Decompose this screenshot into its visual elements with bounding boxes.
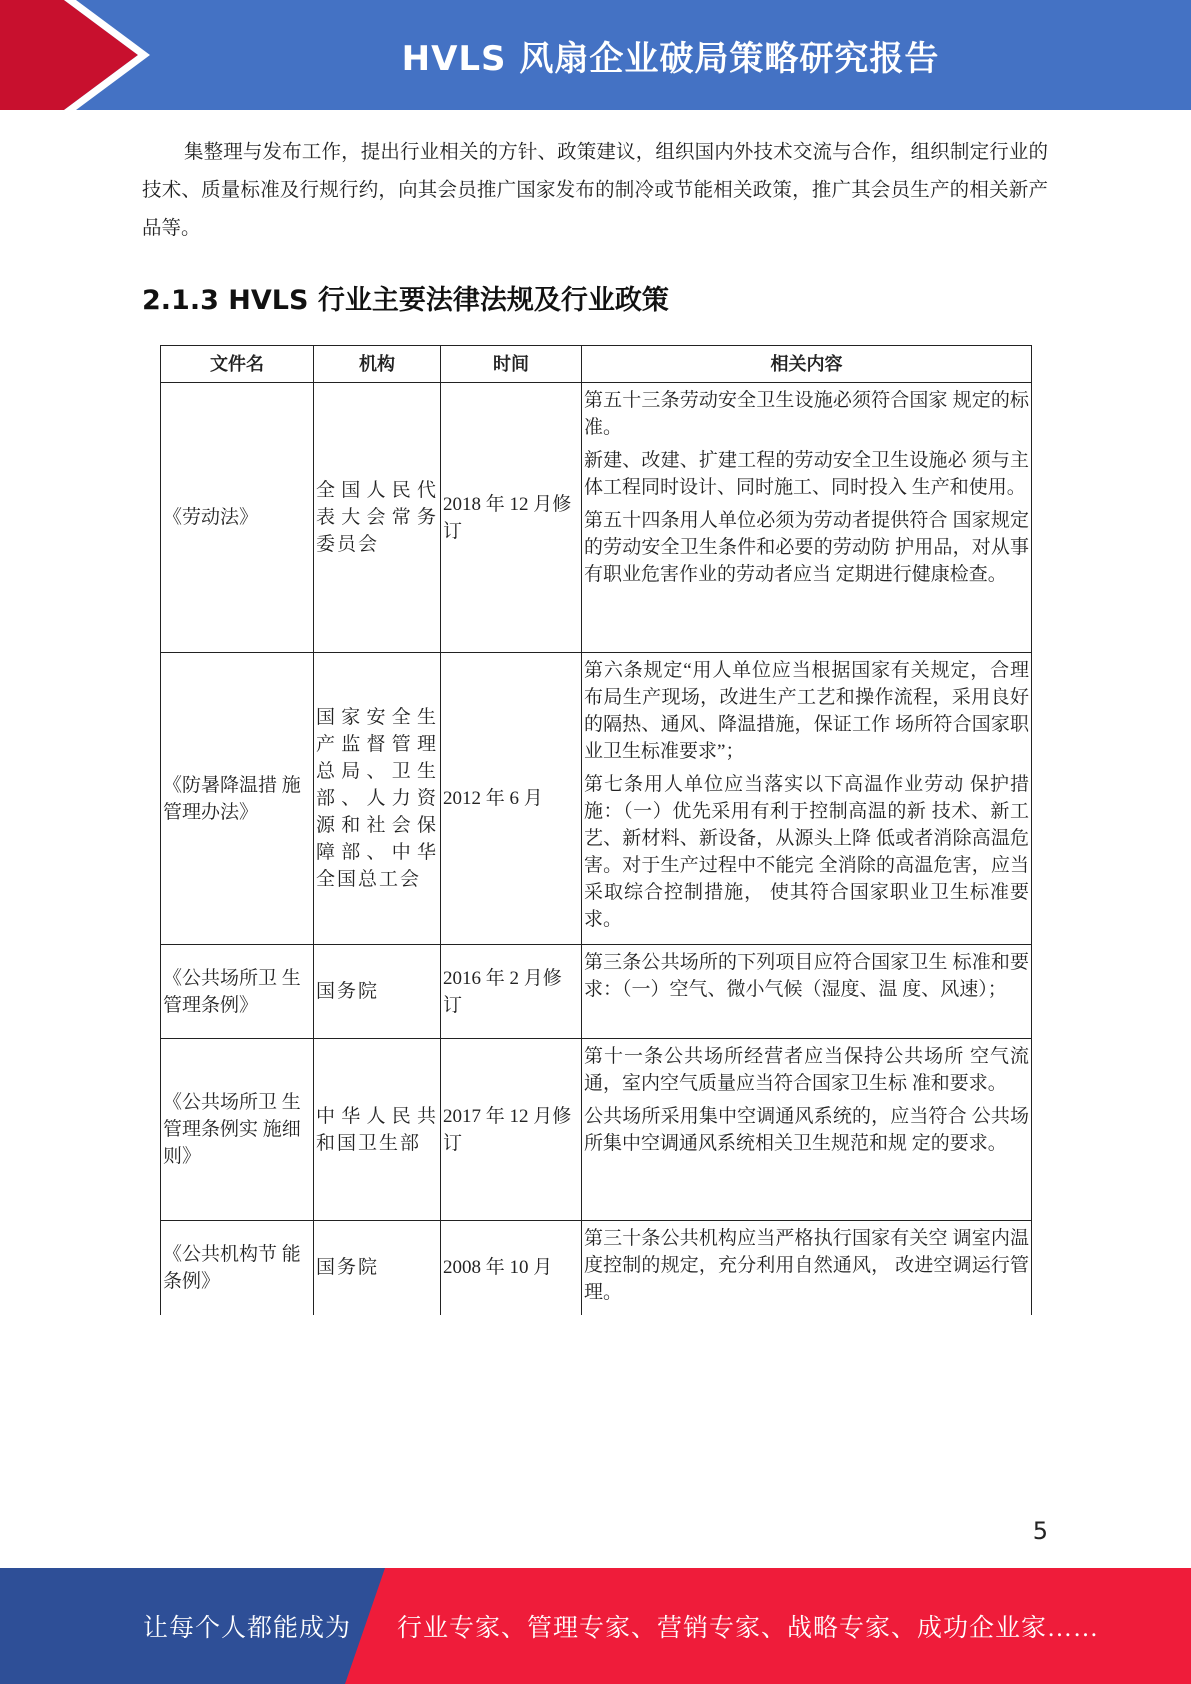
page-header bbox=[0, 0, 1191, 110]
law-time: 2008 年 10 月 bbox=[441, 1221, 582, 1315]
table-header-row bbox=[161, 346, 1032, 383]
content-paragraph: 新建、改建、扩建工程的劳动安全卫生设施必 须与主体工程同时设计、同时施工、同时投入 生产和使用。 bbox=[584, 450, 1029, 498]
header-content: 相关内容 bbox=[582, 346, 1032, 383]
header-org: 机构 bbox=[314, 346, 441, 383]
section-heading: 2.1.3 HVLS 行业主要法律法规及行业政策 bbox=[142, 285, 669, 316]
regulations-table bbox=[160, 345, 1032, 1315]
footer-slogan-left: 让每个人都能成为 bbox=[143, 1615, 352, 1642]
law-name: 《防暑降温措 施管理办法》 bbox=[161, 653, 314, 945]
table-row bbox=[161, 653, 1032, 945]
law-content bbox=[582, 945, 1032, 1039]
law-name: 《劳动法》 bbox=[161, 383, 314, 653]
law-content bbox=[582, 1221, 1032, 1315]
content-paragraph: 第三条公共场所的下列项目应符合国家卫生 标准和要求：（一）空气、微小气候（湿度、温 度、风速）； bbox=[584, 952, 1029, 1000]
content-paragraph: 第十一条公共场所经营者应当保持公共场所 空气流通，室内空气质量应当符合国家卫生标 准和要求。 bbox=[584, 1046, 1029, 1094]
law-org: 中华人民共和国卫生部 bbox=[314, 1039, 441, 1221]
content-paragraph: 第七条用人单位应当落实以下高温作业劳动 保护措施：（一）优先采用有利于控制高温的新 技术、新工艺、新材料、新设备，从源头上降 低或者消除高温危害。对于生产过程中不能完 全消除的高温危害，应当采取综合控制措施， 使其符合国家职业卫生标准要求。 bbox=[584, 774, 1029, 930]
law-name: 《公共机构节 能条例》 bbox=[161, 1221, 314, 1315]
law-org: 全国人民代表大会常务委员会 bbox=[314, 383, 441, 653]
law-time: 2018 年 12 月修订 bbox=[441, 383, 582, 653]
content-paragraph: 第五十四条用人单位必须为劳动者提供符合 国家规定的劳动安全卫生条件和必要的劳动防 护用品，对从事有职业危害作业的劳动者应当 定期进行健康检查。 bbox=[584, 510, 1029, 585]
content-paragraph: 第六条规定“用人单位应当根据国家有关规定，合理布局生产现场，改进生产工艺和操作流程，采用良好的隔热、通风、降温措施，保证工作 场所符合国家职业卫生标准要求”； bbox=[584, 660, 1029, 762]
chevron-decoration-icon bbox=[0, 0, 150, 110]
content-paragraph: 公共场所采用集中空调通风系统的，应当符合 公共场所集中空调通风系统相关卫生规范和规 定的要求。 bbox=[584, 1106, 1029, 1154]
law-org: 国务院 bbox=[314, 945, 441, 1039]
law-name: 《公共场所卫 生管理条例》 bbox=[161, 945, 314, 1039]
table-row bbox=[161, 1039, 1032, 1221]
page-footer bbox=[0, 1568, 1191, 1684]
law-content bbox=[582, 1039, 1032, 1221]
header-time: 时间 bbox=[441, 346, 582, 383]
law-org: 国家安全生产监督管理总局、卫生部、人力资源和社会保障部、中华全国总工会 bbox=[314, 653, 441, 945]
intro-paragraph: 集整理与发布工作，提出行业相关的方针、政策建议，组织国内外技术交流与合作，组织制定行业的技术、质量标准及行规行约，向其会员推广国家发布的制冷或节能相关政策，推广其会员生产的相关新产品等。 bbox=[142, 142, 1048, 239]
report-title: HVLS 风扇企业破局策略研究报告 bbox=[401, 38, 940, 79]
table-row bbox=[161, 1221, 1032, 1315]
table-row bbox=[161, 383, 1032, 653]
law-content bbox=[582, 383, 1032, 653]
law-content bbox=[582, 653, 1032, 945]
law-time: 2017 年 12 月修订 bbox=[441, 1039, 582, 1221]
footer-slogan-right: 行业专家、管理专家、营销专家、战略专家、成功企业家…… bbox=[397, 1615, 1100, 1642]
table-row bbox=[161, 945, 1032, 1039]
content-paragraph: 第五十三条劳动安全卫生设施必须符合国家 规定的标准。 bbox=[584, 390, 1029, 438]
header-name: 文件名 bbox=[161, 346, 314, 383]
law-org: 国务院 bbox=[314, 1221, 441, 1315]
content-paragraph: 第三十条公共机构应当严格执行国家有关空 调室内温度控制的规定，充分利用自然通风， 改进空调运行管理。 bbox=[584, 1228, 1029, 1303]
law-name: 《公共场所卫 生管理条例实 施细则》 bbox=[161, 1039, 314, 1221]
page-number: 5 bbox=[1032, 1517, 1048, 1545]
law-time: 2012 年 6 月 bbox=[441, 653, 582, 945]
law-time: 2016 年 2 月修订 bbox=[441, 945, 582, 1039]
